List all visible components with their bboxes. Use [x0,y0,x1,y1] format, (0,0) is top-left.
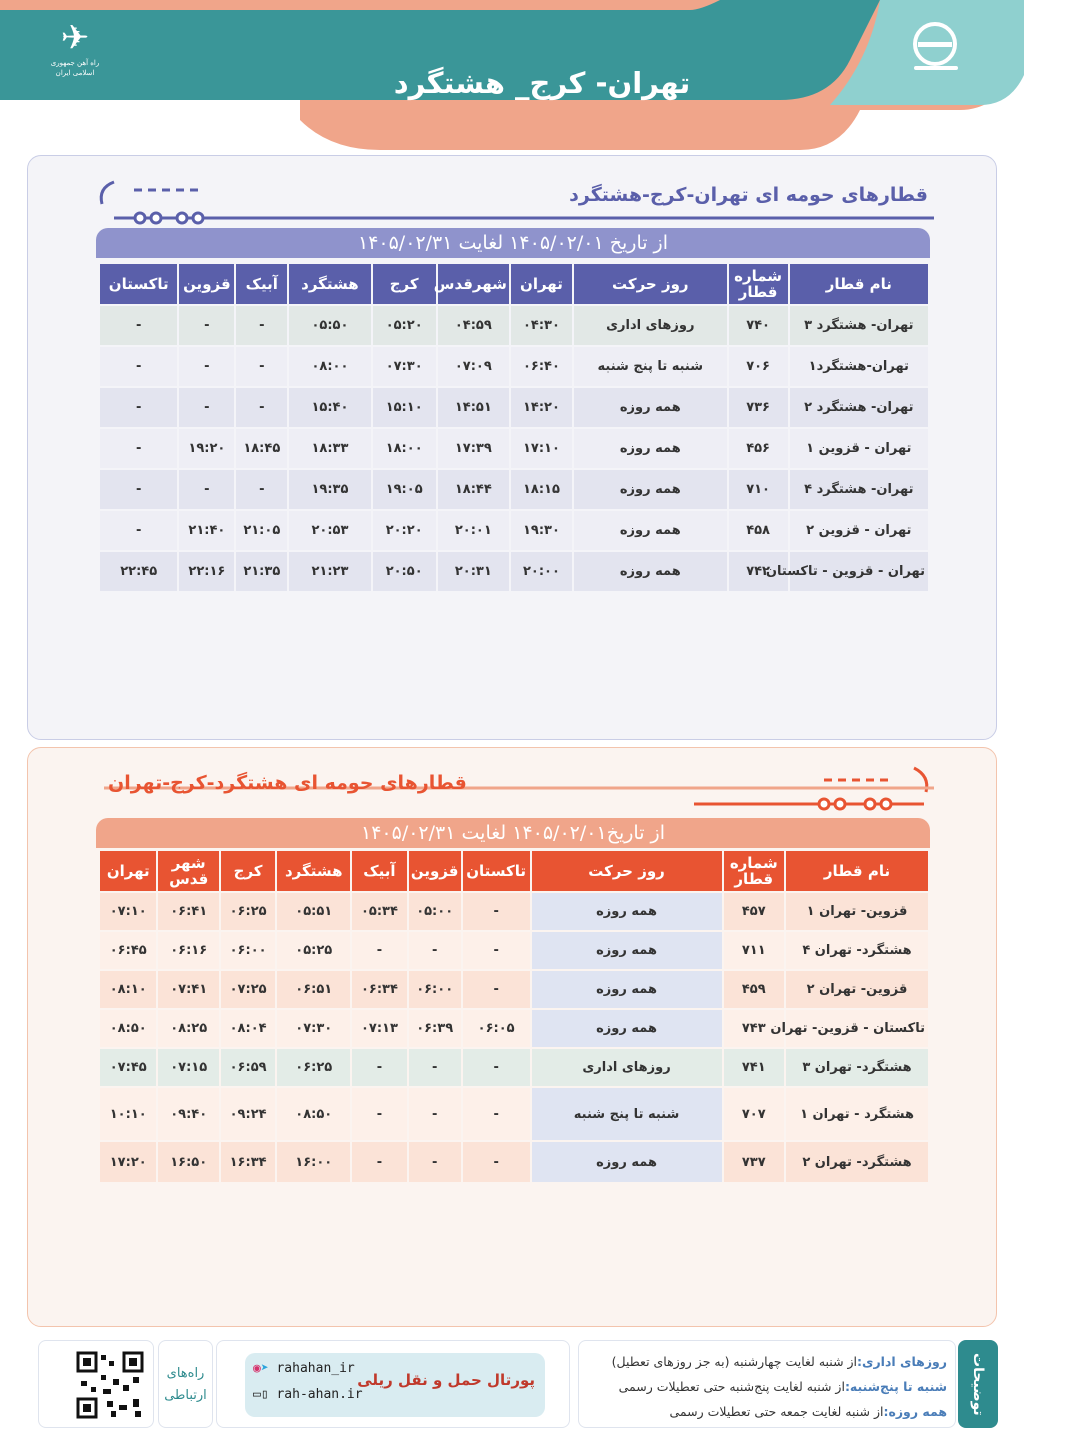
column-header: هشتگرد [277,851,350,891]
table-cell: ۰۸:۰۰ [289,347,370,386]
table-cell: ۱۸:۱۵ [511,470,572,509]
table-row [100,388,928,427]
table-cell: ۰۷:۱۰ [100,893,156,930]
table-cell: ۴۵۹ [724,971,785,1008]
table-cell: ۷۳۷ [724,1142,785,1182]
table-row [100,306,928,345]
return-rows [100,893,928,1182]
table-cell: ۷۳۶ [729,388,788,427]
table-cell: - [409,1049,461,1086]
column-header: تاکستان [463,851,530,891]
telegram-icon: ➤ [260,1361,269,1376]
column-header: شهر قدس [158,851,219,891]
table-cell: ۰۷:۳۰ [373,347,436,386]
instagram-icon: ◉ [253,1361,261,1376]
table-cell: همه روزه [532,971,722,1008]
page-title: تهران- کرج_ هشتگرد [393,66,691,100]
table-cell: روزهای اداری [574,306,727,345]
table-cell: ۰۸:۰۴ [221,1010,275,1047]
table-row [100,1049,928,1086]
table-cell: ۱۹:۰۵ [373,470,436,509]
table-cell: تهران- هشتگرد ۲ [790,388,928,427]
table-row [100,470,928,509]
table-cell: ۰۶:۲۵ [277,1049,350,1086]
table-cell: همه روزه [574,511,727,550]
note-line: شنبه تا پنج‌شنبه:از شنبه لغایت پنج‌شنبه حتی تعطیلات رسمی [618,1379,947,1394]
table-cell: ۷۴۰ [729,306,788,345]
table-cell: ۰۷:۳۰ [277,1010,350,1047]
table-cell: ۰۶:۱۶ [158,932,219,969]
table-cell: ۰۶:۵۱ [277,971,350,1008]
outbound-rows [100,306,928,591]
note-line: روزهای اداری:از شنبه لغایت چهارشنبه (به جز روزهای تعطیل) [611,1354,947,1369]
table-cell: ۲۲:۱۶ [179,552,234,591]
table-cell: ۱۸:۳۳ [289,429,370,468]
column-header: روز حرکت [532,851,722,891]
table-cell: ۰۷:۰۹ [438,347,509,386]
table-cell: ۷۴۲ [729,552,788,591]
table-cell: - [236,306,287,345]
table-cell: تهران - قزوین ۱ [790,429,928,468]
return-date-range: از تاریخ۱۴۰۵/۰۲/۰۱ لغایت ۱۴۰۵/۰۲/۳۱ [96,818,930,848]
table-row [100,552,928,591]
column-header: نام قطار [786,851,928,891]
wing-emblem-icon: ✈ [60,18,90,58]
table-cell: ۱۶:۳۴ [221,1142,275,1182]
table-cell: ۱۷:۱۰ [511,429,572,468]
qr-code-icon[interactable] [51,1345,157,1425]
table-cell: - [100,306,177,345]
table-cell: - [179,306,234,345]
table-cell: شنبه تا پنج شنبه [532,1088,722,1140]
table-cell: همه روزه [532,932,722,969]
notes-box [578,1340,956,1428]
table-cell: - [179,347,234,386]
outbound-section-title: قطارهای حومه ای تهران-کرج-هشتگرد [569,184,928,206]
table-cell: تهران-هشتگرد۱ [790,347,928,386]
table-cell: ۰۶:۳۴ [352,971,406,1008]
table-cell: ۷۰۶ [729,347,788,386]
column-header: تهران [100,851,156,891]
table-cell: ۲۰:۰۰ [511,552,572,591]
table-cell: - [100,470,177,509]
table-cell: ۰۸:۲۵ [158,1010,219,1047]
table-cell: ۲۰:۵۰ [373,552,436,591]
table-cell: - [463,1049,530,1086]
table-cell: ۱۰:۱۰ [100,1088,156,1140]
column-header: شماره قطار [729,264,788,304]
table-cell: هشتگرد - تهران ۱ [786,1088,928,1140]
table-cell: ۰۹:۲۴ [221,1088,275,1140]
table-row [100,429,928,468]
table-cell: هشتگرد- تهران ۲ [786,1142,928,1182]
table-cell: همه روزه [532,893,722,930]
table-cell: ۰۵:۰۰ [409,893,461,930]
table-cell: تهران- هشتگرد ۳ [790,306,928,345]
social-line: ◉➤ rahahan_ir [253,1361,355,1376]
table-cell: ۰۵:۵۰ [289,306,370,345]
table-cell: ۴۵۷ [724,893,785,930]
table-cell: - [179,470,234,509]
table-cell: تهران - قزوین - تاکستان [790,552,928,591]
table-row [100,347,928,386]
table-cell: ۰۷:۱۳ [352,1010,406,1047]
table-cell: ۰۷:۱۵ [158,1049,219,1086]
table-cell: ۰۶:۰۵ [463,1010,530,1047]
table-cell: همه روزه [532,1142,722,1182]
table-cell: ۰۸:۵۰ [277,1088,350,1140]
table-cell: ۰۶:۴۱ [158,893,219,930]
note-line: همه روزه:از شنبه لغایت جمعه حتی تعطیلات رسمی [669,1404,947,1419]
table-cell: ۰۸:۵۰ [100,1010,156,1047]
table-cell: - [100,511,177,550]
outbound-timetable [98,262,930,593]
table-cell: ۲۰:۵۳ [289,511,370,550]
table-cell: - [236,388,287,427]
table-row [100,893,928,930]
table-cell: ۲۱:۰۵ [236,511,287,550]
table-cell: - [179,388,234,427]
table-cell: ۰۶:۵۹ [221,1049,275,1086]
table-cell: ۰۵:۲۰ [373,306,436,345]
column-header: قزوین [179,264,234,304]
table-cell: ۱۷:۳۹ [438,429,509,468]
table-cell: ۴۵۶ [729,429,788,468]
table-cell: ۱۶:۵۰ [158,1142,219,1182]
table-cell: هشتگرد- تهران ۳ [786,1049,928,1086]
table-cell: ۰۶:۲۵ [221,893,275,930]
table-cell: ۲۱:۲۳ [289,552,370,591]
column-header: تاکستان [100,264,177,304]
table-cell: ۱۷:۲۰ [100,1142,156,1182]
table-row [100,932,928,969]
table-cell: - [463,1142,530,1182]
table-cell: ۱۶:۰۰ [277,1142,350,1182]
table-cell: ۰۸:۱۰ [100,971,156,1008]
outbound-header-row [100,264,928,304]
table-cell: - [100,388,177,427]
emblem-caption: راه آهن جمهوری اسلامی ایران [50,59,100,77]
table-cell: همه روزه [574,388,727,427]
column-header: آبیک [236,264,287,304]
table-cell: - [236,470,287,509]
table-cell: - [463,1088,530,1140]
column-header: تهران [511,264,572,304]
outbound-panel [27,155,997,740]
table-cell: ۰۶:۰۰ [409,971,461,1008]
table-cell: همه روزه [574,552,727,591]
table-row [100,1010,928,1047]
outbound-date-range: از تاریخ ۱۴۰۵/۰۲/۰۱ لغایت ۱۴۰۵/۰۲/۳۱ [96,228,930,258]
return-timetable [98,849,930,1184]
column-header: آبیک [352,851,406,891]
table-cell: ۰۷:۲۵ [221,971,275,1008]
table-cell: - [463,971,530,1008]
table-cell: - [409,1088,461,1140]
table-cell: همه روزه [574,470,727,509]
table-cell: ۷۴۱ [724,1049,785,1086]
table-cell: ۰۶:۴۵ [100,932,156,969]
table-row [100,1088,928,1140]
table-cell: شنبه تا پنج شنبه [574,347,727,386]
column-header: روز حرکت [574,264,727,304]
portal-banner[interactable] [245,1353,545,1417]
table-cell: - [100,347,177,386]
contact-box [216,1340,570,1428]
table-row [100,511,928,550]
return-section-title: قطارهای حومه ای هشتگرد-کرج-تهران [108,772,467,794]
table-cell: ۱۸:۰۰ [373,429,436,468]
table-cell: ۰۴:۵۹ [438,306,509,345]
table-cell: - [463,932,530,969]
table-cell: - [100,429,177,468]
table-cell: روزهای اداری [532,1049,722,1086]
table-cell: ۷۱۰ [729,470,788,509]
table-cell: ۱۴:۵۱ [438,388,509,427]
table-cell: تهران - قزوین ۲ [790,511,928,550]
column-header: نام قطار [790,264,928,304]
portal-logo: پورتال حمل و نقل ریلی [357,1371,535,1389]
table-cell: - [409,932,461,969]
table-cell: ۱۸:۴۴ [438,470,509,509]
table-cell: ۱۵:۱۰ [373,388,436,427]
table-cell: - [352,1088,406,1140]
table-row [100,1142,928,1182]
table-cell: هشتگرد- تهران ۴ [786,932,928,969]
table-cell: ۰۶:۴۰ [511,347,572,386]
table-row [100,971,928,1008]
table-cell: ۱۸:۴۵ [236,429,287,468]
table-cell: ۰۹:۴۰ [158,1088,219,1140]
table-cell: ۱۹:۳۵ [289,470,370,509]
table-cell: - [236,347,287,386]
table-cell: ۰۵:۵۱ [277,893,350,930]
table-cell: ۰۴:۳۰ [511,306,572,345]
website-line: ▭▯ rah-ahan.ir [253,1387,363,1402]
table-cell: ۱۴:۲۰ [511,388,572,427]
column-header: قزوین [409,851,461,891]
table-cell: ۲۰:۲۰ [373,511,436,550]
table-cell: - [409,1142,461,1182]
table-cell: ۲۰:۰۱ [438,511,509,550]
column-header: شهرقدس [438,264,509,304]
table-cell: ۰۷:۴۱ [158,971,219,1008]
column-header: هشتگرد [289,264,370,304]
table-cell: ۲۰:۳۱ [438,552,509,591]
table-cell: ۷۴۳ [724,1010,785,1047]
return-panel [27,747,997,1327]
table-cell: ۲۱:۴۰ [179,511,234,550]
table-cell: - [352,932,406,969]
table-cell: همه روزه [532,1010,722,1047]
return-header-row [100,851,928,891]
table-cell: ۰۵:۲۵ [277,932,350,969]
table-cell: - [463,893,530,930]
contact-label: راه‌های ارتباطی [158,1340,213,1428]
table-cell: - [352,1142,406,1182]
table-cell: قزوین- تهران ۱ [786,893,928,930]
table-cell: ۷۱۱ [724,932,785,969]
table-cell: ۰۶:۰۰ [221,932,275,969]
table-cell: ۲۱:۳۵ [236,552,287,591]
table-cell: ۷۰۷ [724,1088,785,1140]
column-header: شماره قطار [724,851,785,891]
table-cell: ۱۵:۴۰ [289,388,370,427]
table-cell: تهران- هشتگرد ۴ [790,470,928,509]
table-cell: قزوین- تهران ۲ [786,971,928,1008]
qr-box [38,1340,154,1428]
table-cell: ۱۹:۲۰ [179,429,234,468]
table-cell: ۴۵۸ [729,511,788,550]
table-cell: ۰۷:۴۵ [100,1049,156,1086]
column-header: کرج [221,851,275,891]
table-cell: همه روزه [574,429,727,468]
page-header [0,0,1024,150]
column-header: کرج [373,264,436,304]
table-cell: ۱۹:۳۰ [511,511,572,550]
table-cell: ۰۶:۳۹ [409,1010,461,1047]
table-cell: ۲۲:۴۵ [100,552,177,591]
notes-tab: توضیحات [958,1340,998,1428]
table-cell: ۰۵:۳۴ [352,893,406,930]
footer [28,1340,998,1428]
devices-icon: ▭▯ [253,1387,269,1402]
table-cell: تاکستان - قزوین- تهران [786,1010,928,1047]
table-cell: - [352,1049,406,1086]
